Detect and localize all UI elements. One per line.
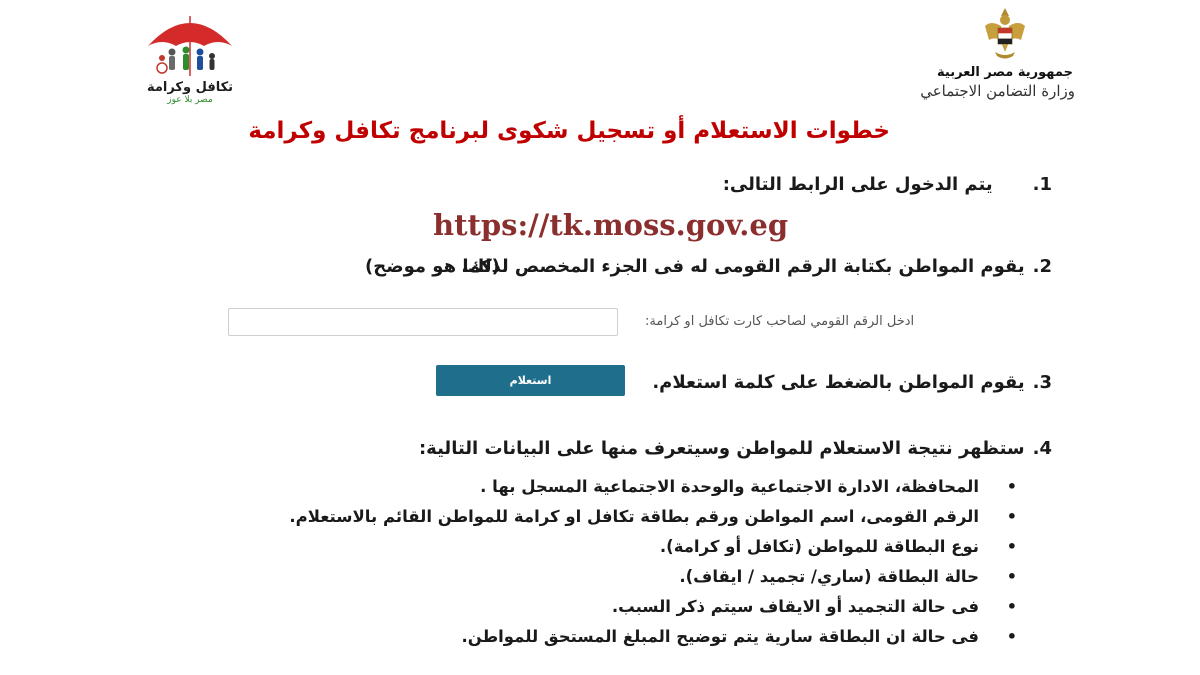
list-item xyxy=(289,472,1017,502)
step-1 xyxy=(723,174,1052,195)
step-text: يقوم المواطن بكتابة الرقم القومى له فى الجزء المخصص لذلك. xyxy=(461,256,1025,277)
step-text: يقوم المواطن بالضغط على كلمة استعلام. xyxy=(652,372,1025,393)
step-number: 3. xyxy=(1032,372,1052,393)
list-item xyxy=(289,532,1017,562)
list-item xyxy=(289,502,1017,532)
list-item-text: فى حالة التجميد أو الايقاف سيتم ذكر السبب. xyxy=(611,597,979,616)
website-link[interactable]: https://tk.moss.gov.eg xyxy=(433,208,789,242)
program-logo-tagline: مصر بلا عوز xyxy=(167,95,213,105)
program-logo xyxy=(140,10,240,120)
step-2-note: (كما هو موضح) xyxy=(365,256,500,277)
result-fields-list xyxy=(289,472,1017,652)
step-text: يتم الدخول على الرابط التالى: xyxy=(722,174,993,195)
step-text: ستظهر نتيجة الاستعلام للمواطن وسيتعرف منها على البيانات التالية: xyxy=(418,438,1025,459)
program-logo-name: تكافل وكرامة xyxy=(146,80,234,95)
bullet-icon: • xyxy=(1006,597,1017,616)
step-number: 1. xyxy=(1032,174,1052,195)
page-title: خطوات الاستعلام أو تسجيل شكوى لبرنامج تكافل وكرامة xyxy=(248,118,890,144)
bullet-icon: • xyxy=(1006,537,1017,556)
ministry-logo xyxy=(920,6,1075,116)
list-item xyxy=(289,592,1017,622)
national-id-input[interactable] xyxy=(228,308,618,336)
ministry-name: وزارة التضامن الاجتماعي xyxy=(920,82,1075,100)
eagle-emblem-icon xyxy=(981,6,1029,64)
list-item-text: نوع البطاقة للمواطن (تكافل أو كرامة). xyxy=(659,537,979,556)
bullet-icon: • xyxy=(1006,567,1017,586)
list-item-text: حالة البطاقة (ساري/ تجميد / ايقاف). xyxy=(679,567,979,586)
bullet-icon: • xyxy=(1006,507,1017,526)
list-item-text: المحافظة، الادارة الاجتماعية والوحدة الاجتماعية المسجل بها . xyxy=(480,477,979,496)
step-4 xyxy=(419,438,1052,459)
list-item xyxy=(289,562,1017,592)
bullet-icon: • xyxy=(1006,627,1017,646)
list-item-text: فى حالة ان البطاقة سارية يتم توضيح المبلغ المستحق للمواطن. xyxy=(461,627,979,646)
national-id-label: ادخل الرقم القومي لصاحب كارت تكافل او كرامة: xyxy=(645,314,915,329)
bullet-icon: • xyxy=(1006,477,1017,496)
list-item-text: الرقم القومى، اسم المواطن ورقم بطاقة تكافل او كرامة للمواطن القائم بالاستعلام. xyxy=(289,507,979,526)
inquiry-button[interactable]: استعلام xyxy=(436,365,625,396)
list-item xyxy=(289,622,1017,652)
step-number: 4. xyxy=(1032,438,1052,459)
country-name: جمهورية مصر العربية xyxy=(937,65,1073,80)
step-2 xyxy=(461,256,1052,277)
step-number: 2. xyxy=(1032,256,1052,277)
umbrella-family-icon xyxy=(142,10,238,82)
step-3 xyxy=(652,372,1052,393)
